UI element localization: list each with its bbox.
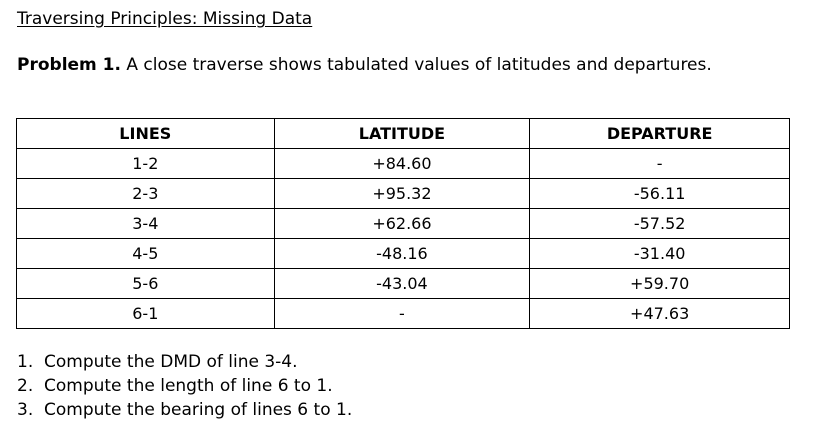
problem-statement xyxy=(17,55,712,75)
question-list xyxy=(17,350,352,422)
table-header-row xyxy=(17,119,790,149)
question-number: 1. xyxy=(17,352,34,372)
table-row xyxy=(17,239,790,269)
latitude-cell: +84.60 xyxy=(274,149,530,179)
question-text: Compute the bearing of lines 6 to 1. xyxy=(44,400,353,420)
traverse-table xyxy=(16,118,790,329)
question-number: 2. xyxy=(17,376,34,396)
departure-cell: +47.63 xyxy=(530,299,790,329)
latitude-cell: - xyxy=(274,299,530,329)
latitude-cell: -43.04 xyxy=(274,269,530,299)
question-text: Compute the length of line 6 to 1. xyxy=(44,376,333,396)
line-cell: 3-4 xyxy=(17,209,275,239)
header-departure: DEPARTURE xyxy=(530,119,790,149)
problem-text: A close traverse shows tabulated values of latitudes and departures. xyxy=(120,55,712,75)
table-row xyxy=(17,269,790,299)
question-number: 3. xyxy=(17,400,34,420)
question-text: Compute the DMD of line 3-4. xyxy=(44,352,298,372)
latitude-cell: +95.32 xyxy=(274,179,530,209)
table-row xyxy=(17,209,790,239)
line-cell: 1-2 xyxy=(17,149,275,179)
line-cell: 2-3 xyxy=(17,179,275,209)
line-cell: 5-6 xyxy=(17,269,275,299)
header-lines: LINES xyxy=(17,119,275,149)
departure-cell: -31.40 xyxy=(530,239,790,269)
question-item xyxy=(17,374,352,398)
question-item xyxy=(17,350,352,374)
table-row xyxy=(17,299,790,329)
departure-cell: +59.70 xyxy=(530,269,790,299)
latitude-cell: -48.16 xyxy=(274,239,530,269)
line-cell: 4-5 xyxy=(17,239,275,269)
header-latitude: LATITUDE xyxy=(274,119,530,149)
departure-cell: -57.52 xyxy=(530,209,790,239)
departure-cell: -56.11 xyxy=(530,179,790,209)
departure-cell: - xyxy=(530,149,790,179)
problem-label: Problem 1. xyxy=(17,55,121,75)
line-cell: 6-1 xyxy=(17,299,275,329)
table-row xyxy=(17,149,790,179)
latitude-cell: +62.66 xyxy=(274,209,530,239)
question-item xyxy=(17,398,352,422)
table-row xyxy=(17,179,790,209)
page-title: Traversing Principles: Missing Data xyxy=(17,9,313,29)
